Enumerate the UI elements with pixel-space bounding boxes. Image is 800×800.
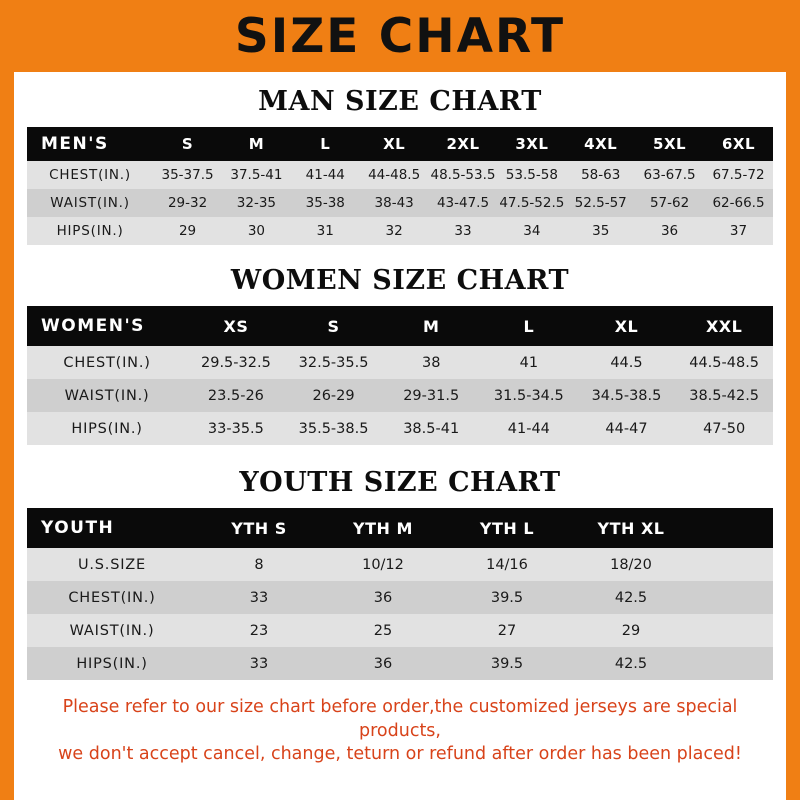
table-row: [27, 379, 773, 412]
men-cell: 53.5-58: [497, 161, 566, 189]
youth-corner-label: YOUTH: [27, 508, 197, 548]
men-cell: 62-66.5: [704, 189, 773, 217]
youth-cell: 33: [197, 647, 321, 680]
youth-cell: 33: [197, 581, 321, 614]
table-row: [27, 189, 773, 217]
content: [14, 86, 786, 767]
men-cell: 34: [497, 217, 566, 245]
men-row-label: CHEST(IN.): [27, 161, 153, 189]
youth-cell: 36: [321, 581, 445, 614]
men-cell: 47.5-52.5: [497, 189, 566, 217]
youth-cell: 29: [569, 614, 693, 647]
youth-cell: [693, 647, 773, 680]
women-cell: 41: [480, 346, 578, 379]
footer-note: [26, 696, 774, 767]
women-col-header: XL: [578, 306, 676, 346]
men-cell: 32: [360, 217, 429, 245]
women-cell: 44.5: [578, 346, 676, 379]
men-col-header: 5XL: [635, 127, 704, 161]
women-cell: 23.5-26: [187, 379, 285, 412]
men-col-header: L: [291, 127, 360, 161]
youth-section-title: YOUTH SIZE CHART: [239, 467, 561, 498]
women-row-label: CHEST(IN.): [27, 346, 187, 379]
men-cell: 63-67.5: [635, 161, 704, 189]
youth-cell: 10/12: [321, 548, 445, 581]
men-cell: 43-47.5: [429, 189, 498, 217]
women-corner-label: WOMEN'S: [27, 306, 187, 346]
men-cell: 36: [635, 217, 704, 245]
youth-row-label: HIPS(IN.): [27, 647, 197, 680]
men-cell: 31: [291, 217, 360, 245]
youth-cell: 39.5: [445, 581, 569, 614]
men-cell: 37.5-41: [222, 161, 291, 189]
men-col-header: M: [222, 127, 291, 161]
youth-cell: [693, 548, 773, 581]
men-col-header: 6XL: [704, 127, 773, 161]
women-header-row: [27, 306, 773, 346]
youth-cell: [693, 614, 773, 647]
table-row: [27, 161, 773, 189]
footer-line-1: Please refer to our size chart before order,the customized jerseys are special products,: [62, 697, 738, 741]
youth-cell: 27: [445, 614, 569, 647]
youth-cell: 18/20: [569, 548, 693, 581]
men-col-header: 2XL: [429, 127, 498, 161]
women-cell: 31.5-34.5: [480, 379, 578, 412]
women-col-header: XXL: [675, 306, 773, 346]
women-section-title: WOMEN SIZE CHART: [230, 265, 570, 296]
table-row: [27, 217, 773, 245]
men-cell: 30: [222, 217, 291, 245]
women-row-label: HIPS(IN.): [27, 412, 187, 445]
table-row: [27, 548, 773, 581]
women-size-table: [27, 306, 773, 445]
youth-col-header: YTH S: [197, 508, 321, 548]
men-cell: 35-37.5: [153, 161, 222, 189]
women-cell: 26-29: [285, 379, 383, 412]
men-cell: 67.5-72: [704, 161, 773, 189]
page-title: SIZE CHART: [234, 8, 566, 64]
table-row: [27, 581, 773, 614]
women-col-header: L: [480, 306, 578, 346]
youth-cell: 8: [197, 548, 321, 581]
women-cell: 32.5-35.5: [285, 346, 383, 379]
youth-header-row: [27, 508, 773, 548]
men-cell: 37: [704, 217, 773, 245]
banner: [0, 0, 800, 72]
youth-cell: 39.5: [445, 647, 569, 680]
men-cell: 29: [153, 217, 222, 245]
men-col-header: S: [153, 127, 222, 161]
youth-cell: 42.5: [569, 647, 693, 680]
men-cell: 35-38: [291, 189, 360, 217]
men-section-title: MAN SIZE CHART: [258, 86, 542, 117]
men-header-row: [27, 127, 773, 161]
youth-cell: 25: [321, 614, 445, 647]
table-row: [27, 614, 773, 647]
table-row: [27, 412, 773, 445]
men-cell: 44-48.5: [360, 161, 429, 189]
table-row: [27, 647, 773, 680]
footer-line-2: we don't accept cancel, change, teturn or refund after order has been placed!: [58, 744, 742, 765]
men-cell: 32-35: [222, 189, 291, 217]
youth-cell: 23: [197, 614, 321, 647]
women-cell: 44.5-48.5: [675, 346, 773, 379]
youth-col-header: YTH XL: [569, 508, 693, 548]
men-col-header: 4XL: [566, 127, 635, 161]
women-col-header: M: [382, 306, 480, 346]
youth-row-label: CHEST(IN.): [27, 581, 197, 614]
women-cell: 47-50: [675, 412, 773, 445]
youth-col-header: [693, 508, 773, 548]
youth-size-table: [27, 508, 773, 680]
youth-row-label: U.S.SIZE: [27, 548, 197, 581]
women-cell: 38.5-42.5: [675, 379, 773, 412]
youth-cell: 14/16: [445, 548, 569, 581]
youth-col-header: YTH L: [445, 508, 569, 548]
men-row-label: HIPS(IN.): [27, 217, 153, 245]
table-row: [27, 346, 773, 379]
youth-col-header: YTH M: [321, 508, 445, 548]
women-col-header: S: [285, 306, 383, 346]
women-cell: 38.5-41: [382, 412, 480, 445]
women-cell: 33-35.5: [187, 412, 285, 445]
men-cell: 33: [429, 217, 498, 245]
men-col-header: XL: [360, 127, 429, 161]
women-row-label: WAIST(IN.): [27, 379, 187, 412]
men-cell: 57-62: [635, 189, 704, 217]
men-cell: 48.5-53.5: [429, 161, 498, 189]
men-corner-label: MEN'S: [27, 127, 153, 161]
women-cell: 41-44: [480, 412, 578, 445]
youth-cell: [693, 581, 773, 614]
women-cell: 29.5-32.5: [187, 346, 285, 379]
women-col-header: XS: [187, 306, 285, 346]
youth-cell: 42.5: [569, 581, 693, 614]
women-cell: 44-47: [578, 412, 676, 445]
youth-row-label: WAIST(IN.): [27, 614, 197, 647]
women-cell: 38: [382, 346, 480, 379]
men-cell: 52.5-57: [566, 189, 635, 217]
women-cell: 29-31.5: [382, 379, 480, 412]
men-cell: 29-32: [153, 189, 222, 217]
men-col-header: 3XL: [497, 127, 566, 161]
men-row-label: WAIST(IN.): [27, 189, 153, 217]
women-cell: 35.5-38.5: [285, 412, 383, 445]
men-cell: 41-44: [291, 161, 360, 189]
men-cell: 35: [566, 217, 635, 245]
women-cell: 34.5-38.5: [578, 379, 676, 412]
men-cell: 58-63: [566, 161, 635, 189]
men-size-table: [27, 127, 773, 245]
men-cell: 38-43: [360, 189, 429, 217]
youth-cell: 36: [321, 647, 445, 680]
